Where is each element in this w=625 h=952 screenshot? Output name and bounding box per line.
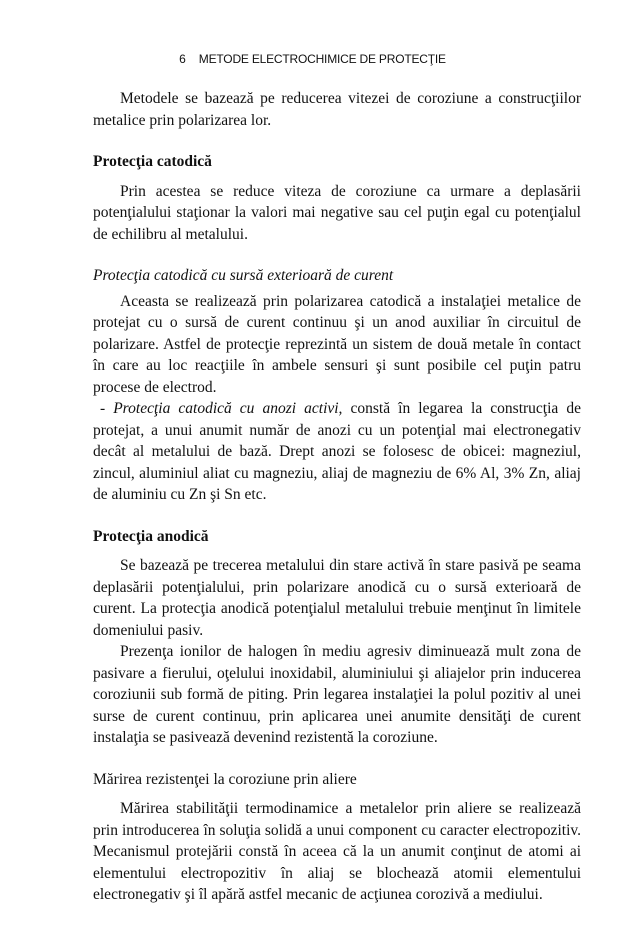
page-number: 6: [179, 52, 186, 66]
active-anodes-term: Protecţia catodică cu anozi activi,: [113, 400, 343, 417]
alloying-paragraph: Mărirea stabilităţii termodinamice a metalelor prin aliere se realizează prin introducerea în soluţia solidă a unui component cu caracter electropozitiv. Mecanismul protejării constă în aceea că la un anumit conţinut de atomi ai elementului electropozitiv în aliaj se blochează atomii elementului electronegativ şi îl apără astfel mecanic de acţiunea corozivă a mediului.: [93, 800, 581, 903]
anodic-paragraph-2: Prezenţa ionilor de halogen în mediu agresiv diminuează mult zona de pasivare a fierului, oţelului inoxidabil, aluminiului şi aliajelor prin inducerea coroziunii sub formă de piting. Prin legarea instalaţiei la polul pozitiv al unei surse de curent continuu, prin aplicarea unei anumite densităţi de curent instalaţia se pasivează devenind rezistentă la coroziune.: [93, 643, 581, 746]
dash-prefix: -: [100, 400, 114, 417]
cathodic-paragraph: Prin acestea se reduce viteza de coroziune ca urmare a deplasării potenţialului staţionar la valori mai negative sau cel puţin egal cu potenţialul de echilibru al metalului.: [93, 182, 581, 243]
running-header: [0, 52, 625, 66]
heading-anodic-protection: Protecţia anodică: [93, 527, 209, 545]
body-text: [93, 88, 581, 906]
chapter-title: METODE ELECTROCHIMICE DE PROTECŢIE: [198, 52, 446, 66]
heading-cathodic-protection: Protecţia catodică: [93, 153, 212, 170]
external-current-paragraph: Aceasta se realizează prin polarizarea catodică a instalaţiei metalice de protejat cu o sursă de curent continuu şi un anod auxiliar în circuitul de polarizare. Astfel de protecţie reprezintă un sistem de două metale în contact în care au loc reacţiile în ambele sensuri şi sunt posibile cel puţin patru procese de electrod.: [93, 292, 581, 396]
subheading-external-current: Protecţia catodică cu sursă exterioară de curent: [93, 267, 394, 284]
active-anodes-text: constă în legarea la construcţia de protejat, a unui anumit număr de anozi cu un potenţial mai electronegativ decât al metalului de bază. Drept anozi se folosesc de obicei: magneziul, zincul, aluminiul aliat cu magneziu, aliaj de magneziu de 6% Al, 3% Zn, aliaj de aluminiu cu Zn şi Sn etc.: [93, 400, 581, 503]
heading-alloying: Mărirea rezistenţei la coroziune prin aliere: [93, 770, 357, 788]
anodic-paragraph-1: Se bazează pe trecerea metalului din stare activă în stare pasivă pe seama deplasării potenţialului, prin polarizare anodică cu o sursă exterioară de curent. La protecţia anodică potenţialul metalului trebuie menţinut în limitele domeniului pasiv.: [93, 557, 581, 639]
active-anodes-paragraph: [93, 398, 581, 506]
intro-paragraph: Metodele se bazează pe reducerea vitezei de coroziune a construcţiilor metalice prin polarizarea lor.: [93, 90, 581, 129]
